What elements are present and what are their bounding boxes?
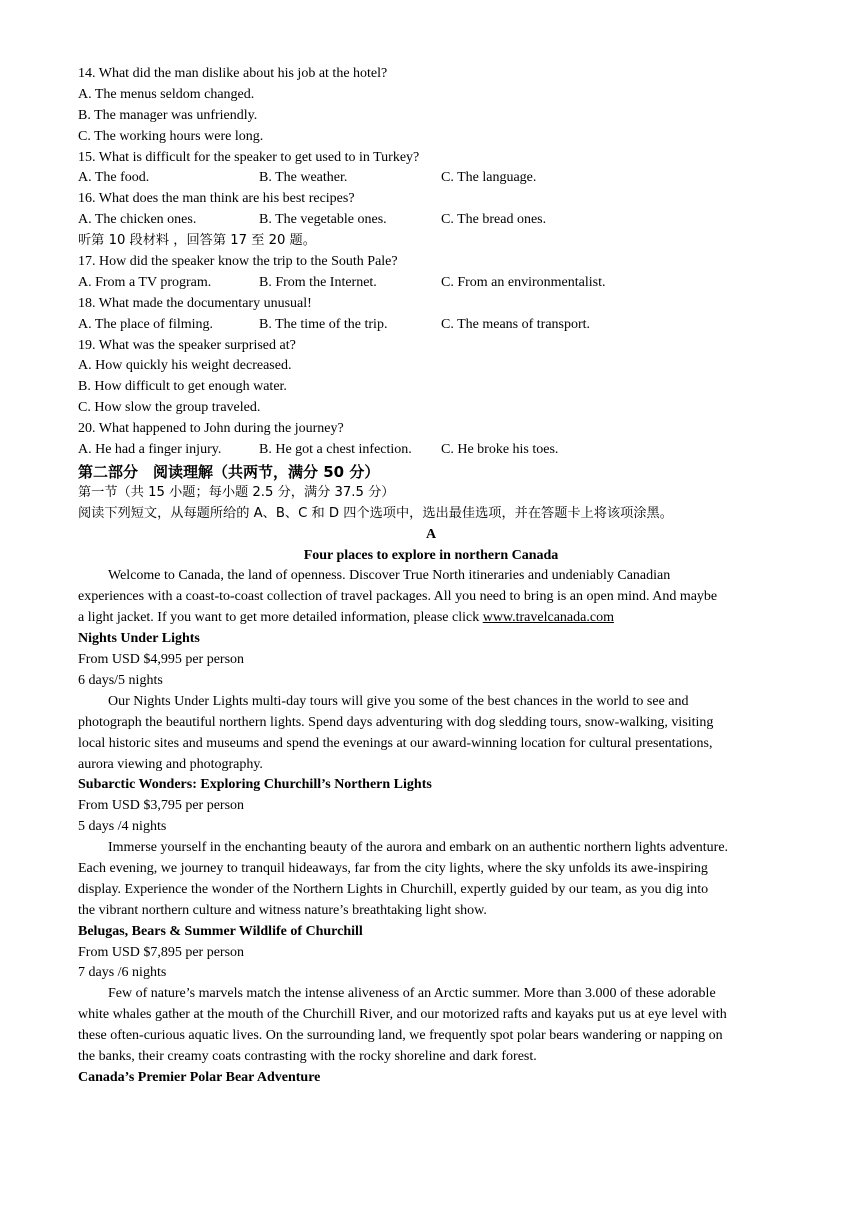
- q19-option-c: C. How slow the group traveled.: [78, 400, 261, 416]
- intro-line-3: [78, 608, 784, 629]
- q15-option-a: A. The food.: [78, 170, 150, 186]
- q18-option-b: B. The time of the trip.: [259, 316, 388, 332]
- q15-option-c: C. The language.: [441, 170, 537, 186]
- q14-option-b: B. The manager was unfriendly.: [78, 107, 258, 123]
- q15-option-b: B. The weather.: [259, 170, 348, 186]
- part2-instruction: 阅读下列短文，从每题所给的 A、B、C 和 D 四个选项中，选出最佳选项，并在答题卡上将该项涂黑。: [78, 505, 673, 521]
- tour-1-line-2: photograph the beautiful northern lights. Spend days adventuring with dog sledding tours, snow-walking, visiting: [78, 714, 714, 730]
- tour-3-line-4: the banks, their creamy coats contrasting with the rocky shoreline and dark forest.: [78, 1048, 537, 1064]
- tour-1-price: From USD $4,995 per person: [78, 652, 245, 668]
- passage-title: Four places to explore in northern Canada: [303, 547, 559, 563]
- tour-2-line-2: Each evening, we journey to tranquil hideaways, far from the city lights, where the sky unfolds its awe-inspiring: [78, 860, 708, 876]
- tour-3-name: Belugas, Bears & Summer Wildlife of Churchill: [78, 923, 363, 939]
- q17-options: [78, 273, 784, 294]
- q20-options: [78, 440, 784, 461]
- q18-option-c: C. The means of transport.: [441, 316, 591, 332]
- tour-3-line-1: Few of nature’s marvels match the intense aliveness of an Arctic summer. More than 3.000 of these adorable: [108, 986, 716, 1002]
- q16-options: [78, 210, 784, 231]
- tour-2-line-4: the vibrant northern culture and witness nature’s breathtaking light show.: [78, 902, 487, 918]
- intro-line-1: Welcome to Canada, the land of openness. Discover True North itineraries and undeniably Canadian: [108, 568, 671, 584]
- q19-option-a: A. How quickly his weight decreased.: [78, 358, 292, 374]
- tour-1-line-3: local historic sites and museums and spend the evenings at our award-winning location for cultural presentations,: [78, 735, 713, 751]
- tour-2-name: Subarctic Wonders: Exploring Churchill’s Northern Lights: [78, 777, 432, 793]
- tour-3-price: From USD $7,895 per person: [78, 944, 245, 960]
- question-18: 18. What made the documentary unusual!: [78, 295, 312, 311]
- tour-3-line-3: these often-curious aquatic lives. On the surrounding land, we frequently spot polar bears wandering or napping on: [78, 1028, 723, 1044]
- q15-options: [78, 168, 784, 189]
- q16-option-b: B. The vegetable ones.: [259, 212, 387, 228]
- question-16: 16. What does the man think are his best recipes?: [78, 191, 355, 207]
- q16-option-a: A. The chicken ones.: [78, 212, 197, 228]
- tour-2-line-1: Immerse yourself in the enchanting beauty of the aurora and embark on an authentic northern lights adventure.: [108, 840, 729, 856]
- tour-2-price: From USD $3,795 per person: [78, 798, 245, 814]
- material-10-instruction: 听第 10 段材料 ，回答第 17 至 20 题。: [78, 233, 316, 249]
- travelcanada-link[interactable]: www.travelcanada.com: [482, 610, 614, 626]
- question-19: 19. What was the speaker surprised at?: [78, 337, 296, 353]
- q20-option-c: C. He broke his toes.: [441, 442, 559, 458]
- exam-page: [78, 64, 784, 1089]
- q17-option-b: B. From the Internet.: [259, 274, 377, 290]
- tour-1-duration: 6 days/5 nights: [78, 672, 163, 688]
- tour-1-line-4: aurora viewing and photography.: [78, 756, 263, 772]
- tour-3-line-2: white whales gather at the mouth of the Churchill River, and our motorized rafts and kayaks put us at eye level with: [78, 1007, 727, 1023]
- tour-2-line-3: display. Experience the wonder of the Northern Lights in Churchill, expertly guided by our team, as you dig into: [78, 881, 709, 897]
- q16-option-c: C. The bread ones.: [441, 212, 547, 228]
- question-20: 20. What happened to John during the journey?: [78, 421, 344, 437]
- q14-option-a: A. The menus seldom changed.: [78, 86, 255, 102]
- q18-option-a: A. The place of filming.: [78, 316, 214, 332]
- question-17: 17. How did the speaker know the trip to the South Pale?: [78, 254, 398, 270]
- tour-1-line-1: Our Nights Under Lights multi-day tours will give you some of the best chances in the world to see and: [108, 693, 689, 709]
- q18-options: [78, 315, 784, 336]
- tour-4-name: Canada’s Premier Polar Bear Adventure: [78, 1069, 321, 1085]
- question-15: 15. What is difficult for the speaker to get used to in Turkey?: [78, 149, 420, 165]
- tour-3-duration: 7 days /6 nights: [78, 965, 167, 981]
- q19-option-b: B. How difficult to get enough water.: [78, 379, 287, 395]
- intro-line-2: experiences with a coast-to-coast collection of travel packages. All you need to bring is an open mind. And maybe: [78, 589, 718, 605]
- part2-section1: 第一节（共 15 小题；每小题 2.5 分，满分 37.5 分）: [78, 484, 395, 500]
- passage-label: A: [425, 526, 437, 542]
- tour-2-duration: 5 days /4 nights: [78, 819, 167, 835]
- tour-1-name: Nights Under Lights: [78, 631, 200, 647]
- question-14: 14. What did the man dislike about his job at the hotel?: [78, 66, 388, 81]
- intro-line-3-text: a light jacket. If you want to get more detailed information, please click: [78, 610, 483, 626]
- q20-option-a: A. He had a finger injury.: [78, 442, 222, 458]
- q17-option-c: C. From an environmentalist.: [441, 274, 606, 290]
- q17-option-a: A. From a TV program.: [78, 274, 212, 290]
- q14-option-c: C. The working hours were long.: [78, 128, 264, 144]
- q20-option-b: B. He got a chest infection.: [259, 442, 412, 458]
- part2-heading: 第二部分 阅读理解（共两节，满分 50 分）: [78, 462, 380, 481]
